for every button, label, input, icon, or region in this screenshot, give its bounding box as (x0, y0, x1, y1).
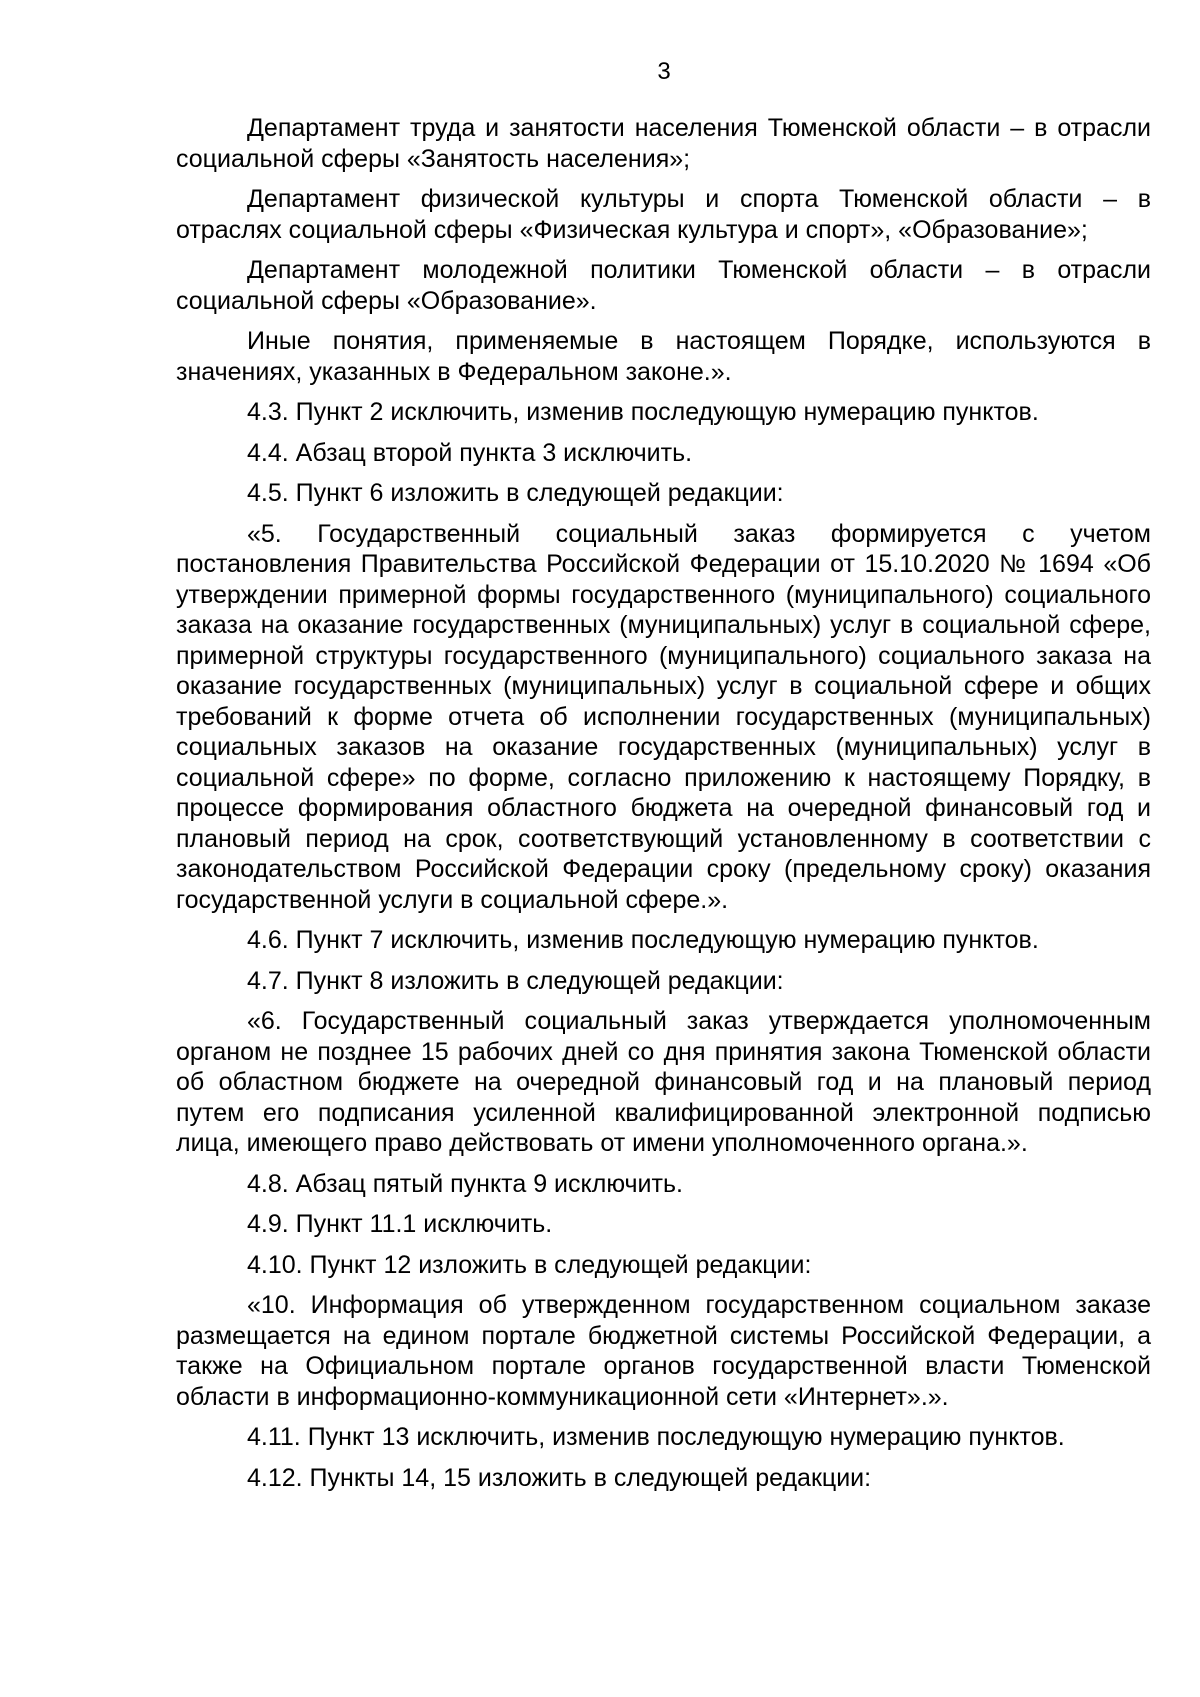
paragraph-item-4-10: 4.10. Пункт 12 изложить в следующей редакции: (247, 1250, 812, 1279)
paragraph-department-youth: Департамент молодежной политики Тюменской области – в отрасли социальной сферы «Образование». (176, 256, 1151, 315)
paragraph-item-4-7: 4.7. Пункт 8 изложить в следующей редакции: (247, 966, 784, 995)
paragraph-other-terms: Иные понятия, применяемые в настоящем Порядке, используются в значениях, указанных в Федеральном законе.». (176, 327, 1151, 386)
paragraph-item-4-11: 4.11. Пункт 13 исключить, изменив последующую нумерацию пунктов. (247, 1423, 1065, 1451)
page-number: 3 (657, 58, 671, 85)
paragraph-item-4-4: 4.4. Абзац второй пункта 3 исключить. (247, 438, 693, 467)
paragraph-department-sport: Департамент физической культуры и спорта Тюменской области – в отраслях социальной сферы «Физическая культура и спорт», «Образование»; (176, 185, 1151, 244)
paragraph-item-4-3: 4.3. Пункт 2 исключить, изменив последующую нумерацию пунктов. (247, 398, 1039, 426)
paragraph-clause-5: «5. Государственный социальный заказ формируется с учетом постановления Правительства Российской Федерации от 15.10.2020 № 1694 «Об утверждении примерной формы государственного (муниципального) социального заказа на оказание государственных (муниципальных) услуг в социальной сфере, примерной структуры государственного (муниципального) социального заказа на оказание государственных (муниципальных) услуг в социальной сфере и общих требований к форме отчета об исполнении государственных (муниципальных) социальных заказов на оказание государственных (муниципальных) услуг в социальной сфере» по форме, согласно приложению к настоящему Порядку, в процессе формирования областного бюджета на очередной финансовый год и плановый период на срок, соответствующий установленному в соответствии с законодательством Российской Федерации сроку (предельному сроку) оказания государственной услуги в социальной сфере.». (176, 519, 1151, 914)
paragraph-department-labor: Департамент труда и занятости населения Тюменской области – в отрасли социальной сферы «Занятость населения»; (176, 114, 1151, 173)
paragraph-item-4-12: 4.12. Пункты 14, 15 изложить в следующей редакции: (247, 1463, 872, 1492)
paragraph-clause-6: «6. Государственный социальный заказ утверждается уполномоченным органом не позднее 15 рабочих дней со дня принятия закона Тюменской области об областном бюджете на очередной финансовый год и на плановый период путем его подписания усиленной квалифицированной электронной подписью лица, имеющего право действовать от имени уполномоченного органа.». (176, 1007, 1151, 1157)
document-body (176, 113, 1151, 1503)
paragraph-clause-10: «10. Информация об утвержденном государственном социальном заказе размещается на едином портале бюджетной системы Российской Федерации, а также на Официальном портале органов государственной власти Тюменской области в информационно-коммуникационной сети «Интернет».». (176, 1291, 1151, 1411)
paragraph-item-4-6: 4.6. Пункт 7 исключить, изменив последующую нумерацию пунктов. (247, 926, 1039, 954)
paragraph-item-4-9: 4.9. Пункт 11.1 исключить. (247, 1210, 553, 1238)
paragraph-item-4-8: 4.8. Абзац пятый пункта 9 исключить. (247, 1169, 683, 1198)
paragraph-item-4-5: 4.5. Пункт 6 изложить в следующей редакции: (247, 479, 784, 507)
